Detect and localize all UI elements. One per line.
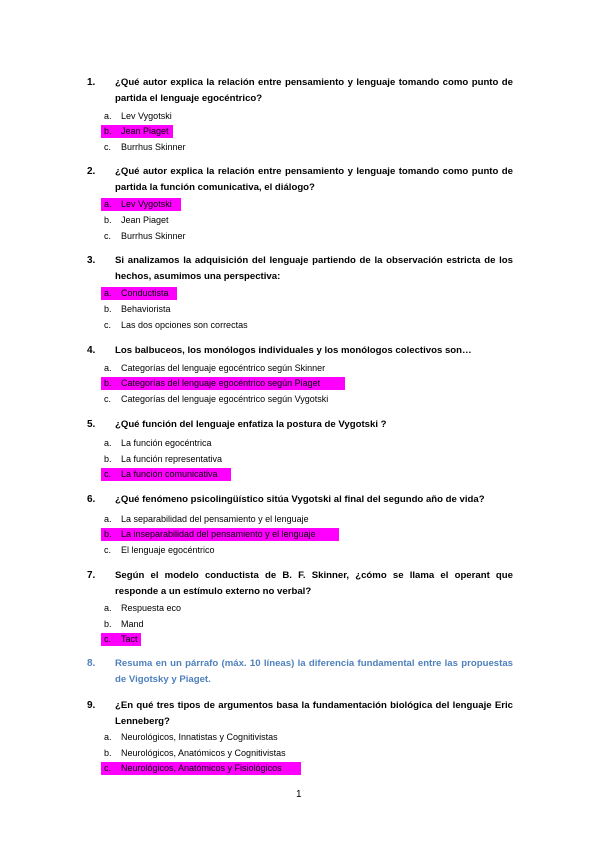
option-letter: a. xyxy=(104,603,112,613)
question-text: Los balbuceos, los monólogos individuales y los monólogos colectivos son… xyxy=(115,345,472,356)
option-letter: c. xyxy=(104,320,112,330)
option-text: Lev Vygotski xyxy=(121,111,172,121)
option-text: Neurológicos, Anatómicos y Fisiológicos xyxy=(121,763,282,773)
question-number: 2. xyxy=(87,166,96,177)
option-text: Categorías del lenguaje egocéntrico según Vygotski xyxy=(121,394,329,404)
question-number: 9. xyxy=(87,700,96,711)
option-letter: c. xyxy=(104,394,112,404)
question-number: 4. xyxy=(87,345,96,356)
answer-option-highlighted xyxy=(0,286,600,300)
answer-option-highlighted xyxy=(0,124,600,138)
option-text: Burrhus Skinner xyxy=(121,231,186,241)
option-letter: b. xyxy=(104,748,112,758)
answer-option xyxy=(0,109,600,123)
answer-option xyxy=(0,512,600,526)
option-letter: c. xyxy=(104,231,112,241)
answer-option xyxy=(0,229,600,243)
question-text: Según el modelo conductista de B. F. Skinner, ¿cómo se llama el operant que responde a un estímulo externo no verbal? xyxy=(115,570,513,597)
answer-option xyxy=(0,601,600,615)
question-text: ¿Qué autor explica la relación entre pensamiento y lenguaje tomando como punto de partida el lenguaje egocéntrico? xyxy=(115,77,513,104)
answer-option xyxy=(0,361,600,375)
option-letter: c. xyxy=(104,545,112,555)
answer-option xyxy=(0,543,600,557)
option-letter: c. xyxy=(104,469,112,479)
answer-option xyxy=(0,746,600,760)
option-letter: a. xyxy=(104,363,112,373)
question-number: 1. xyxy=(87,77,96,88)
option-letter: c. xyxy=(104,142,112,152)
option-text: La función representativa xyxy=(121,454,223,464)
option-letter: a. xyxy=(104,288,112,298)
answer-option xyxy=(0,140,600,154)
option-text: Tact xyxy=(121,634,138,644)
option-letter: b. xyxy=(104,454,112,464)
option-text: Respuesta eco xyxy=(121,603,182,613)
answer-option-highlighted xyxy=(0,197,600,211)
question-number: 3. xyxy=(87,255,96,266)
answer-option xyxy=(0,617,600,631)
option-letter: a. xyxy=(104,732,112,742)
question-text: ¿En qué tres tipos de argumentos basa la fundamentación biológica del lenguaje Eric Lenneberg? xyxy=(115,700,513,727)
question-number: 8. xyxy=(87,658,96,669)
option-text: Conductista xyxy=(121,288,169,298)
option-text: La función comunicativa xyxy=(121,469,218,479)
option-letter: b. xyxy=(104,619,112,629)
answer-option-highlighted xyxy=(0,376,600,390)
answer-option-highlighted xyxy=(0,467,600,481)
answer-option xyxy=(0,436,600,450)
question-number: 6. xyxy=(87,494,96,505)
answer-option xyxy=(0,213,600,227)
option-letter: b. xyxy=(104,215,112,225)
option-letter: a. xyxy=(104,438,112,448)
option-letter: a. xyxy=(104,199,112,209)
option-letter: b. xyxy=(104,378,112,388)
answer-option xyxy=(0,302,600,316)
page-number: 1 xyxy=(296,789,302,800)
question-text: Resuma en un párrafo (máx. 10 líneas) la diferencia fundamental entre las propuestas de Vigotsky y Piaget. xyxy=(115,658,513,685)
option-letter: c. xyxy=(104,763,112,773)
option-text: Lev Vygotski xyxy=(121,199,172,209)
answer-option xyxy=(0,392,600,406)
answer-option-highlighted xyxy=(0,527,600,541)
option-text: Categorías del lenguaje egocéntrico según Piaget xyxy=(121,378,321,388)
question-number: 7. xyxy=(87,570,96,581)
option-text: Jean Piaget xyxy=(121,126,169,136)
option-text: Behaviorista xyxy=(121,304,171,314)
question-number: 5. xyxy=(87,419,96,430)
question-text: ¿Qué fenómeno psicolingüístico sitúa Vygotski al final del segundo año de vida? xyxy=(115,494,485,505)
question-text: Si analizamos la adquisición del lenguaje partiendo de la observación estricta de los hechos, asumimos una perspectiva: xyxy=(115,255,513,282)
option-text: Categorías del lenguaje egocéntrico según Skinner xyxy=(121,363,326,373)
option-letter: a. xyxy=(104,514,112,524)
option-letter: b. xyxy=(104,126,112,136)
answer-option-highlighted xyxy=(0,761,600,775)
answer-option-highlighted xyxy=(0,632,600,646)
option-text: Neurológicos, Innatistas y Cognitivistas xyxy=(121,732,278,742)
option-letter: a. xyxy=(104,111,112,121)
answer-option xyxy=(0,452,600,466)
option-text: Las dos opciones son correctas xyxy=(121,320,248,330)
option-text: Jean Piaget xyxy=(121,215,169,225)
option-text: El lenguaje egocéntrico xyxy=(121,545,215,555)
answer-option xyxy=(0,318,600,332)
option-text: La función egocéntrica xyxy=(121,438,212,448)
answer-option xyxy=(0,730,600,744)
option-text: Neurológicos, Anatómicos y Cognitivistas xyxy=(121,748,286,758)
option-text: La inseparabilidad del pensamiento y el lenguaje xyxy=(121,529,316,539)
option-letter: c. xyxy=(104,634,112,644)
option-text: Burrhus Skinner xyxy=(121,142,186,152)
option-letter: b. xyxy=(104,304,112,314)
question-text: ¿Qué función del lenguaje enfatiza la postura de Vygotski ? xyxy=(115,419,387,430)
option-letter: b. xyxy=(104,529,112,539)
option-text: Mand xyxy=(121,619,144,629)
option-text: La separabilidad del pensamiento y el lenguaje xyxy=(121,514,309,524)
question-text: ¿Qué autor explica la relación entre pensamiento y lenguaje tomando como punto de partida la función comunicativa, el diálogo? xyxy=(115,166,513,193)
